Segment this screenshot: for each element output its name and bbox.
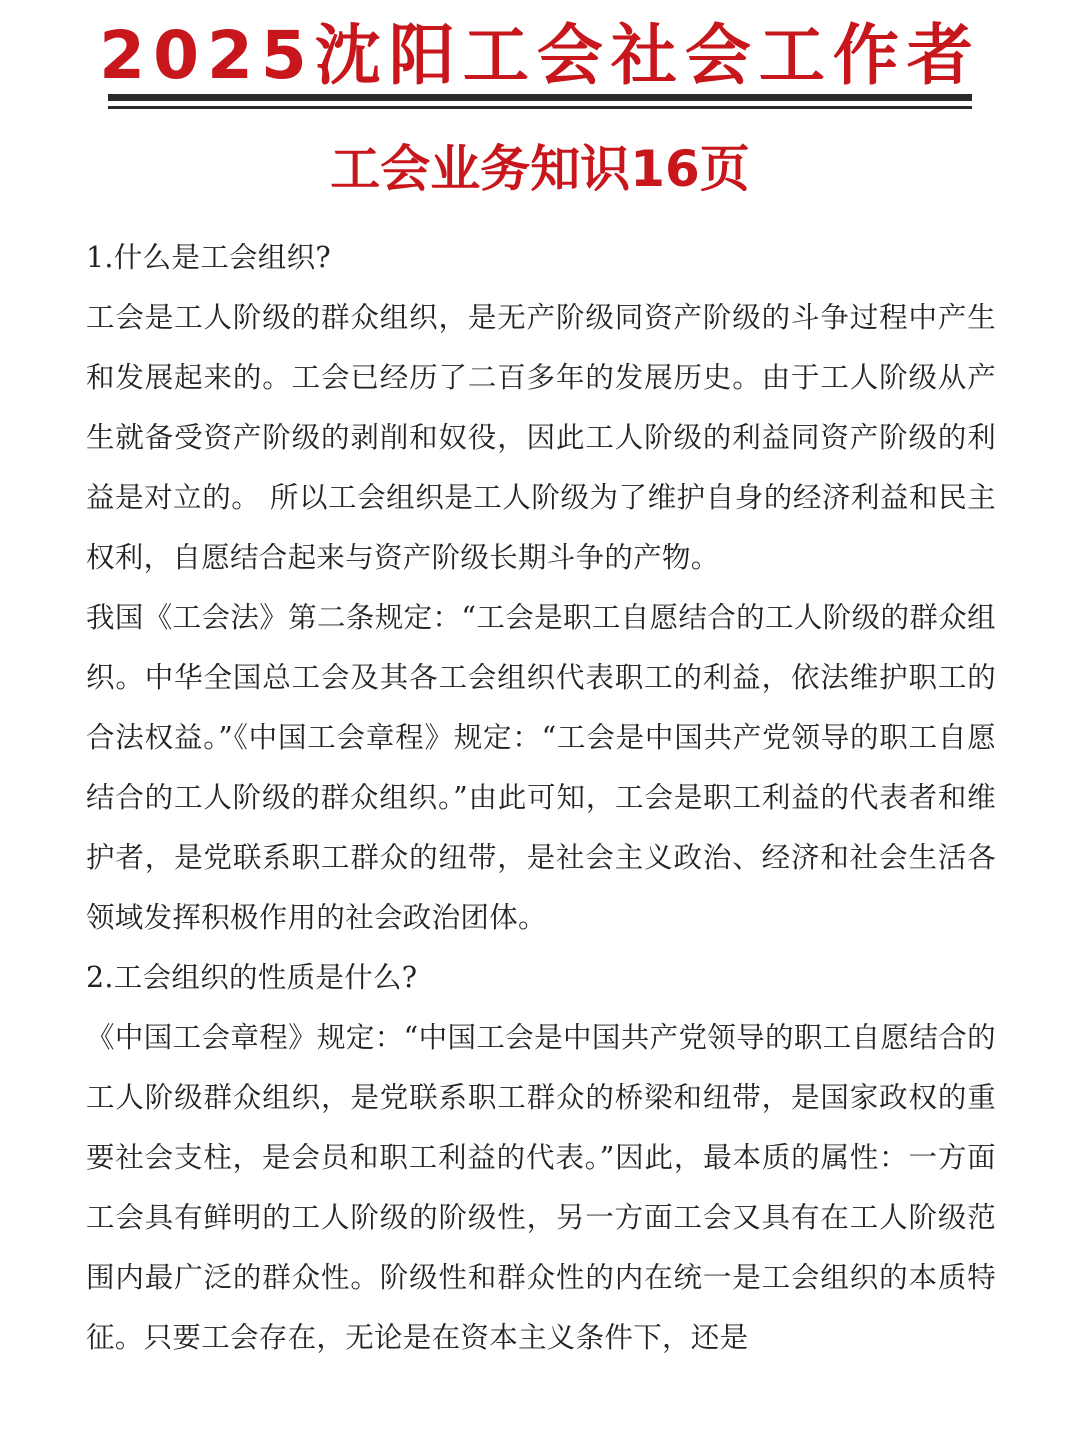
article-body — [86, 228, 996, 1368]
answer-paragraph-1: 工会是工人阶级的群众组织，是无产阶级同资产阶级的斗争过程中产生和发展起来的。工会已经历了二百多年的发展历史。由于工人阶级从产生就备受资产阶级的剥削和奴役，因此工人阶级的利益同资产阶级的利益是对立的。 所以工会组织是工人阶级为了维护自身的经济利益和民主权利，自愿结合起来与资产阶级长期斗争的产物。 — [86, 301, 996, 574]
title-divider-thick — [108, 94, 972, 101]
page-subtitle: 工会业务知识16页 — [330, 140, 750, 198]
page-title: 2025沈阳工会社会工作者 — [99, 17, 981, 94]
answer-paragraph-3: 《中国工会章程》规定：“中国工会是中国共产党领导的职工自愿结合的工人阶级群众组织，是党联系职工群众的桥梁和纽带，是国家政权的重要社会支柱，是会员和职工利益的代表。”因此，最本质的属性：一方面工会具有鲜明的工人阶级的阶级性，另一方面工会又具有在工人阶级范围内最广泛的群众性。阶级性和群众性的内在统一是工会组织的本质特征。只要工会存在，无论是在资本主义条件下，还是 — [86, 1021, 996, 1354]
answer-paragraph-2: 我国《工会法》第二条规定：“工会是职工自愿结合的工人阶级的群众组织。中华全国总工会及其各工会组织代表职工的利益，依法维护职工的合法权益。”《中国工会章程》规定：“工会是中国共产党领导的职工自愿结合的工人阶级的群众组织。”由此可知，工会是职工利益的代表者和维护者，是党联系职工群众的纽带，是社会主义政治、经济和社会生活各领域发挥积极作用的社会政治团体。 — [86, 601, 996, 934]
question-heading-2: 2.工会组织的性质是什么? — [86, 961, 418, 994]
title-divider-thin — [108, 106, 972, 109]
question-heading-1: 1.什么是工会组织? — [86, 241, 331, 274]
